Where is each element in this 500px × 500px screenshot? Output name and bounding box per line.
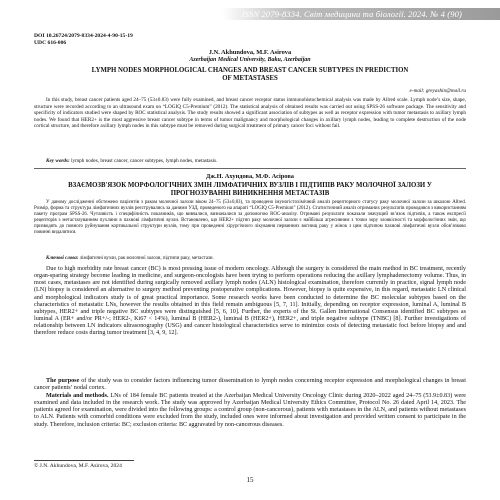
purpose-text: of the study was to consider factors influencing tumor dissemination to lymph nodes concerning receptor expression and morphological changes in breast cancer patients’ nodal cortex. (34, 378, 466, 392)
ukrainian-title: ВЗАЄМОЗВ'ЯЗОК МОРФОЛОГІЧНИХ ЗМІН ЛІМФАТИЧНИХ ВУЗЛІВ І ПІДТИПІВ РАКУ МОЛОЧНОЇ ЗАЛОЗИ У ПРОГНОЗУВАННІ ВИНИКНЕННЯ МЕТАСТАЗІВ (68, 182, 432, 198)
methods-text: LNs of 184 female BC patients treated at the Azerbaijan Medical University Oncology Clinic during 2020–2022 aged 24–75 (53.9±0.83) were examined and data included in the research work. The study was approved by Azerbaijan Medical University Ethics Committee, Protocol No. 26 dated April 14, 2023. The patients agreed for examination, were divided into the following groups: a control group (non-cancerous), patients with metastases in the ALN, and patients without metastases to ALN. Patients with comorbid conditions were excluded from the study, included ones were informed about investigation and provided written consent to participate in the study. Therefore, inclusion criteria: BC; exclusion criteria: BC aggravated by non-cancerous diseases. (34, 393, 467, 428)
introduction-text: Due to high morbidity rate breast cancer (BC) is most pressing issue of modern oncology. Although the surgery is considered the main method in BC treatment, recently organ-sparing strategy become leading in medicine, and surgeon-oncologists have been trying to perform operations reducing the axillary lymphadenectomy volume. Thus, in most cases, metastases are not identified during surgically removed axillary lymph nodes (ALN) histological examination, therefore currently in practice, signal lymph node (LN) biopsy is considered an alternative to surgery method preventing postoperative complications. However, biopsy is quite expensive, in this regard, metastatic LN clinical and morphological indicators study is of great practical importance. Some research works have been conducted to determine the BC molecular subtypes based on the characteristics of metastatic LNs, however the results obtained in this field remain ambiguous [5, 7, 11]. Initially, depending on receptor expression, luminal A, luminal B subtypes, HER2+ and triple negative BC subtypes were distinguished [5, 6, 10]. Further, the experts of the St. Gallen International Consensus identified BC subtypes as luminal A (ER+ and/or PR+/-; HER2-, Ki67 < 14%), luminal B (HER2-), luminal B (HER2+), HER2+, and triple negative subtype (TNBC) [8]. Further investigations of relationship between LN indicators ultrasonography (USG) and cancer histological characteristics serve to minimize costs of detecting metastatic foci before biopsy and and therefore reduce costs during tumor treatment [3, 4, 9, 12]. (34, 266, 466, 337)
english-keywords-label: Key words: (46, 158, 70, 164)
english-affiliation: Azerbaijan Medical University, Baku, Azerbaijan (189, 57, 311, 63)
methods-label: Materials and methods. (46, 393, 109, 399)
purpose-label: The purpose (46, 378, 80, 384)
english-keywords (34, 158, 466, 165)
journal-running-title: ISSN 2079-8334. Світ медицини та біології. 2024. № 4 (90) (241, 9, 462, 19)
ukrainian-abstract-text: У даному дослідженні обстежено пацієнтів з раком молочної залози віком 24–75 (53±0,83), та проведено імуногістохімічний аналіз рецепторного статусу раку молочної залози за шкалою Allred. Розмір, форма та структура лімфатичних вузлів реєструвались за даними УЗД, проведеного на апараті “LOGIQ C5-Premium” (2012). Статистичний аналіз отриманих результатів проводився з використанням пакету програм SPSS-26. Чутливість і специфічність показників, що вивчалися, визначалися за допомогою ROC-аналізу. Отримані результати показали значущий зв’язок підтипів, а також експресії рецепторів з метастазуванням пухлини в пахвові лімфатичні вузли. Встановлено, що HER2+ підтип раку молочної залози є найбільш агресивним з точки зору злоякісності та морфологічних змін, що призводять до повного руйнування кортикальної структури вузлів, тому при проведенні хірургічного лікування первинних вогнищ раку у жінок з цим підтипом пахвові лімфатичні вузли обов’язково повинні видалятися. (34, 200, 466, 236)
ukrainian-keywords-label: Ключові слова: (46, 256, 79, 261)
purpose-paragraph (34, 378, 466, 392)
page-number: 15 (246, 476, 254, 484)
ukrainian-authors: Дж.Н. Ахундова, М.Ф. Асірова (206, 173, 294, 180)
english-abstract (34, 97, 466, 130)
running-header (0, 0, 500, 26)
footer-rule (34, 460, 134, 461)
english-abstract-text: In this study, breast cancer patients aged 24–75 (53±0.83) were fully examined, and breast cancer receptor status immunohistochemical analysis was made by Allred scale. Lymph node’s size, shape, structure were recorded according to an ultrasound exam on “LOGIQ C5-Premium” (2012). The statistical analysis of obtained results was carried out using SPSS-26 software package. The sensitivity and specificity of indicators studied were shaped by ROC statistical analysis. The study results showed a significant association of subtypes as well as receptor expression with tumor metastasis to axillary lymph nodes. We found that HER2+ is the most aggressive breast cancer subtype in terms of tumor malignancy and morphological changes in axillary lymph nodes, leading to complete destruction of the node cortical structure, and therefore axillary lymph nodes in this subtype must be removed during surgical treatment of primary cancer foci without fail. (34, 97, 466, 130)
english-title: LYMPH NODES MORPHOLOGICAL CHANGES AND BREAST CANCER SUBTYPES IN PREDICTION OF METASTASES (91, 67, 409, 83)
ukrainian-abstract (34, 200, 466, 237)
introduction-paragraph (34, 266, 466, 338)
english-keywords-text: lymph nodes, breast cancer, cancer subtypes, lymph nodes, metastasis. (71, 158, 218, 164)
ukrainian-keywords (34, 256, 466, 262)
copyright-footer: © J.N. Akhundova, M.F. Asirova, 2024 (34, 463, 122, 469)
methods-paragraph (34, 393, 466, 429)
english-authors: J.N. Akhundova, M.F. Asirova (208, 49, 292, 56)
section-divider (34, 168, 466, 169)
doi-line: DOI 10.26724/2079-8334-2024-4-90-15-19 (34, 33, 133, 39)
udc-line: UDC 616-006 (34, 40, 67, 46)
ukrainian-keywords-text: лімфатичні вузли, рак молочної залози, підтипи раку, метастази. (79, 256, 214, 261)
author-email: e-mail: greyashin@mail.ru (409, 88, 466, 94)
